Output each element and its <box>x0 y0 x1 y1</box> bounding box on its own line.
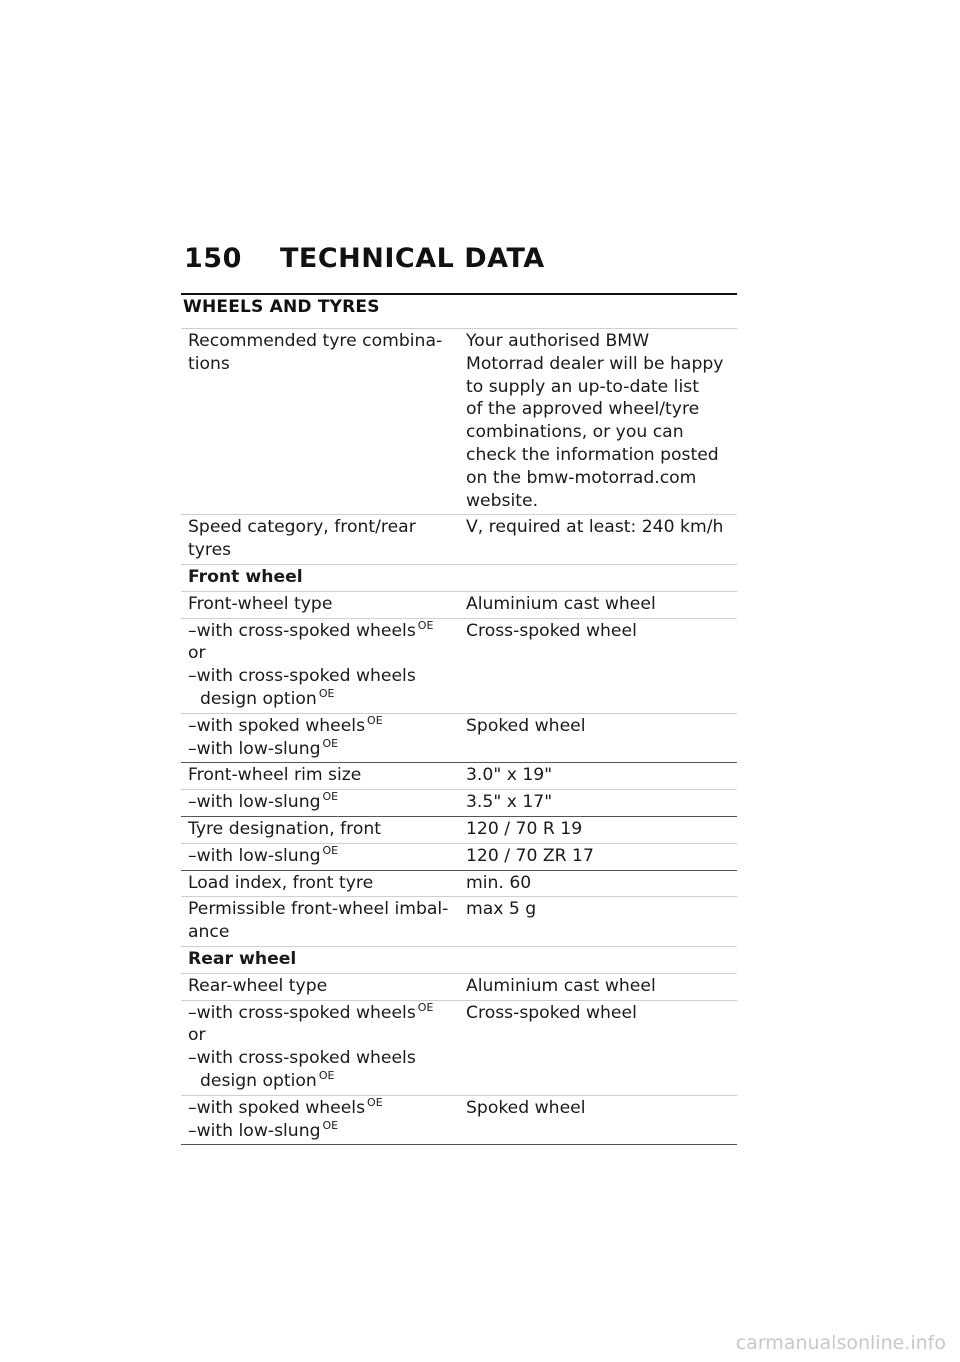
row-label: Rear-wheel type <box>188 975 328 996</box>
row-label <box>181 790 459 816</box>
rear-wheel-heading-row <box>181 947 737 974</box>
label-text: ance <box>188 922 230 943</box>
row-value: 3.5" x 17" <box>466 792 553 813</box>
row-value: Cross-spoked wheel <box>466 1002 637 1023</box>
row-label <box>181 844 459 870</box>
value-text: on the bmw-motorrad.com <box>466 467 697 488</box>
label-text: tions <box>188 353 230 374</box>
front-wheel-heading-row <box>181 565 737 592</box>
page-number: 150 <box>184 243 242 274</box>
label-text: Permissible front-wheel imbal- <box>188 899 449 920</box>
row-value: Spoked wheel <box>466 715 586 736</box>
label-text: or <box>188 643 206 664</box>
oe-mark: OE <box>367 1095 383 1109</box>
front-wheel-heading: Front wheel <box>188 566 303 587</box>
label-text: –with spoked wheels <box>188 1097 366 1118</box>
oe-mark: OE <box>322 736 339 750</box>
row-label <box>181 329 459 514</box>
table-row <box>181 974 737 1001</box>
chapter-title: TECHNICAL DATA <box>280 243 545 274</box>
oe-mark: OE <box>322 843 339 857</box>
table-row <box>181 329 737 515</box>
row-label: Front-wheel rim size <box>188 765 362 786</box>
oe-mark: OE <box>367 713 383 727</box>
label-text: –with spoked wheels <box>188 715 366 736</box>
value-text: Your authorised BMW <box>466 331 650 351</box>
row-label: Front-wheel type <box>188 593 333 614</box>
value-text: of the approved wheel/tyre <box>466 399 700 420</box>
value-text: Motorrad dealer will be happy <box>466 353 724 374</box>
label-text: –with cross-spoked wheels <box>188 1002 416 1023</box>
row-value: min. 60 <box>466 872 532 893</box>
section-rule <box>181 293 737 295</box>
label-text: –with cross-spoked wheels <box>188 666 416 687</box>
table-row <box>181 1001 737 1096</box>
oe-mark: OE <box>318 686 335 700</box>
row-value: 3.0" x 19" <box>466 765 553 786</box>
oe-mark: OE <box>417 1000 434 1014</box>
value-text: combinations, or you can <box>466 422 684 443</box>
row-label: Load index, front tyre <box>188 872 374 893</box>
row-value: 120 / 70 R 19 <box>466 818 583 839</box>
label-text: or <box>188 1025 206 1046</box>
row-label <box>181 515 459 564</box>
row-value: 120 / 70 ZR 17 <box>466 845 594 866</box>
row-label <box>181 714 459 763</box>
label-text: –with low-slung <box>188 792 321 813</box>
value-text: check the information posted <box>466 444 719 465</box>
table-row <box>181 844 737 871</box>
rear-wheel-heading: Rear wheel <box>188 948 297 969</box>
table-row <box>181 515 737 565</box>
row-value: V, required at least: 240 km/h <box>466 517 724 538</box>
row-value: max 5 g <box>466 899 537 920</box>
row-value: Cross-spoked wheel <box>466 620 637 641</box>
table-row <box>181 714 737 764</box>
row-label <box>181 897 459 946</box>
spec-table <box>181 328 737 1145</box>
watermark-link[interactable]: carmanualsonline.info <box>735 1332 946 1354</box>
page-header <box>184 243 545 274</box>
label-text: Recommended tyre combina- <box>188 331 443 351</box>
row-value: Aluminium cast wheel <box>466 593 656 614</box>
table-row <box>181 817 737 844</box>
table-row <box>181 763 737 790</box>
label-text: tyres <box>188 540 232 561</box>
label-text: Speed category, front/rear <box>188 517 416 538</box>
table-row <box>181 790 737 817</box>
row-label <box>181 1001 459 1095</box>
table-row <box>181 897 737 947</box>
label-text: –with low-slung <box>188 738 321 759</box>
table-row <box>181 1096 737 1146</box>
row-value: Aluminium cast wheel <box>466 975 656 996</box>
oe-mark: OE <box>417 618 434 632</box>
section-title: WHEELS AND TYRES <box>183 297 380 317</box>
table-row <box>181 619 737 714</box>
label-text: design option <box>200 688 317 709</box>
label-text: –with cross-spoked wheels <box>188 620 416 641</box>
row-label <box>181 619 459 713</box>
label-text: –with low-slung <box>188 845 321 866</box>
row-label: Tyre designation, front <box>188 818 382 839</box>
table-row <box>181 592 737 619</box>
oe-mark: OE <box>322 790 339 804</box>
oe-mark: OE <box>318 1068 335 1082</box>
label-text: design option <box>200 1070 317 1091</box>
label-text: –with cross-spoked wheels <box>188 1048 416 1069</box>
table-row <box>181 871 737 898</box>
row-value <box>459 329 737 514</box>
row-value: Spoked wheel <box>466 1097 586 1118</box>
oe-mark: OE <box>322 1118 339 1132</box>
label-text: –with low-slung <box>188 1120 321 1141</box>
value-text: to supply an up-to-date list <box>466 376 699 397</box>
row-label <box>181 1096 459 1145</box>
value-text: website. <box>466 490 539 511</box>
